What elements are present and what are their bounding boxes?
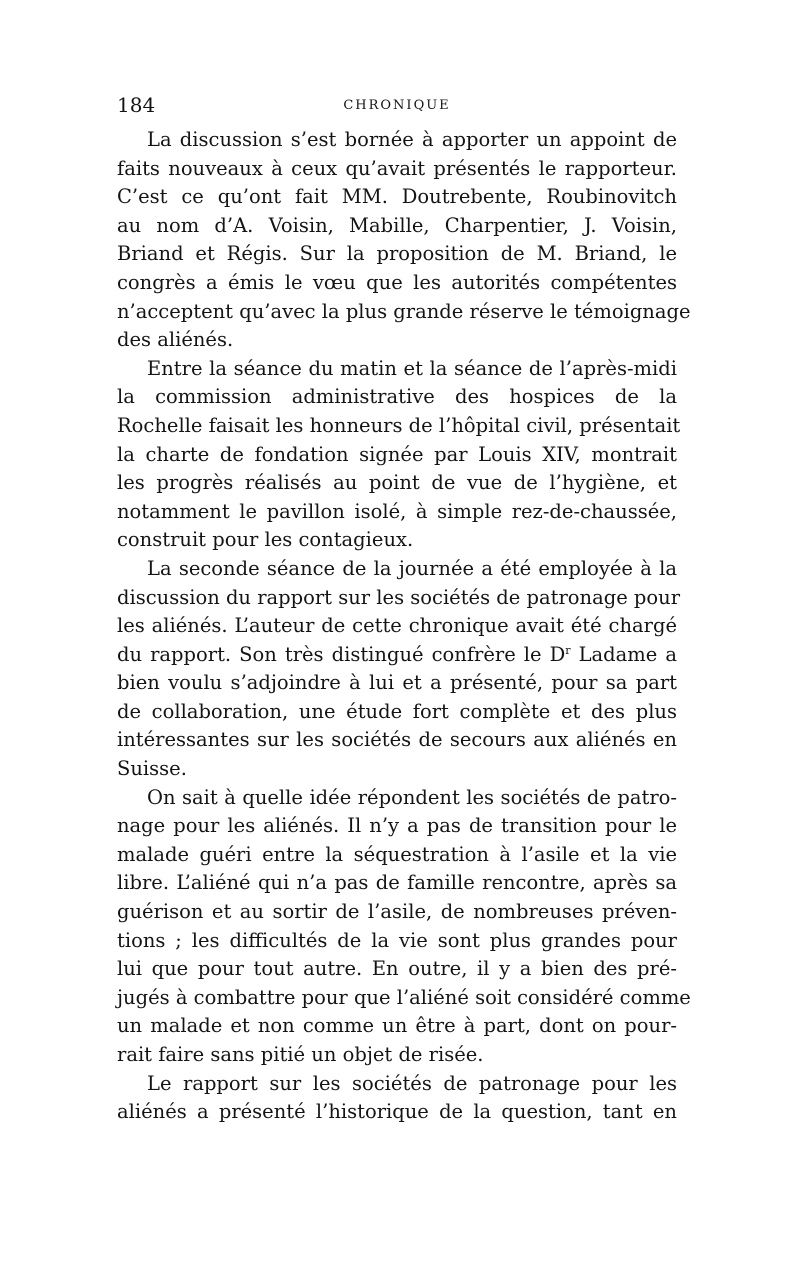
text-line: la charte de fondation signée par Louis XIV, montrait [117,442,677,466]
paragraph-patronage-purpose [117,784,691,1070]
paragraph-report-history [117,1070,677,1127]
text-line: nage pour les aliénés. Il n’y a pas de transition pour le [117,814,677,838]
text-line: construit pour les contagieux. [117,528,414,552]
text-line-start: du rapport. Son très distingué confrère le D [117,642,566,666]
text-line: les progrès réalisés au point de vue de l’hygiène, et [117,471,677,495]
paragraph-hospital-visit [117,355,681,555]
text-line: les aliénés. L’auteur de cette chronique avait été chargé [117,614,677,638]
text-line: tions ; les difficultés de la vie sont plus grandes pour [117,928,677,952]
page-number: 184 [117,93,156,117]
text-line: C’est ce qu’ont fait MM. Doutrebente, Roubinovitch [117,185,677,209]
text-line: jugés à combattre pour que l’aliéné soit considéré comme [117,985,691,1009]
text-line: lui que pour tout autre. En outre, il y a bien des pré- [117,957,677,981]
text-line: notamment le pavillon isolé, à simple rez-de-chaussée, [117,499,677,523]
text-line: au nom d’A. Voisin, Mabille, Charpentier, J. Voisin, [117,213,677,237]
text-line: aliénés a présenté l’historique de la question, tant en [117,1100,677,1124]
text-line: Suisse. [117,757,187,781]
text-line: La seconde séance de la journée a été employée à la [147,556,677,580]
text-line: congrès a émis le vœu que les autorités compétentes [117,270,677,294]
text-line: malade guéri entre la séquestration à l’asile et la vie [117,842,677,866]
page-header [117,92,677,118]
text-line: discussion du rapport sur les sociétés de patronage pour [117,585,681,609]
superscript-r: r [565,643,571,657]
text-line: La discussion s’est bornée à apporter un appoint de [147,128,677,151]
body-text [117,126,691,1127]
text-line: la commission administrative des hospices de la [117,385,677,409]
text-line-with-superscript [117,641,677,670]
text-line: Le rapport sur les sociétés de patronage pour les [147,1071,677,1095]
text-line: faits nouveaux à ceux qu’avait présentés le rapporteur. [117,156,677,180]
text-line-end: Ladame a [570,642,677,666]
running-title: CHRONIQUE [343,98,451,113]
text-line: des aliénés. [117,328,234,352]
paragraph-second-session [117,555,681,784]
text-line: Briand et Régis. Sur la proposition de M. Briand, le [117,242,677,266]
text-line: de collaboration, une étude fort complète et des plus [117,699,677,723]
text-line: n’acceptent qu’avec la plus grande réserve le témoignage [117,299,691,323]
text-line: un malade et non comme un être à part, dont on pour- [117,1014,677,1038]
text-line: guérison et au sortir de l’asile, de nombreuses préven- [117,900,677,924]
text-line: libre. L’aliéné qui n’a pas de famille rencontre, après sa [117,871,677,895]
text-line: rait faire sans pitié un objet de risée. [117,1043,484,1066]
text-line: Rochelle faisait les honneurs de l’hôpital civil, présentait [117,413,681,437]
text-line: intéressantes sur les sociétés de secours aux aliénés en [117,728,677,752]
text-line: On sait à quelle idée répondent les sociétés de patro- [147,785,677,809]
text-line: Entre la séance du matin et la séance de l’après-midi [147,356,677,380]
paragraph-discussion [117,126,691,355]
text-line: bien voulu s’adjoindre à lui et a présenté, pour sa part [117,671,677,695]
